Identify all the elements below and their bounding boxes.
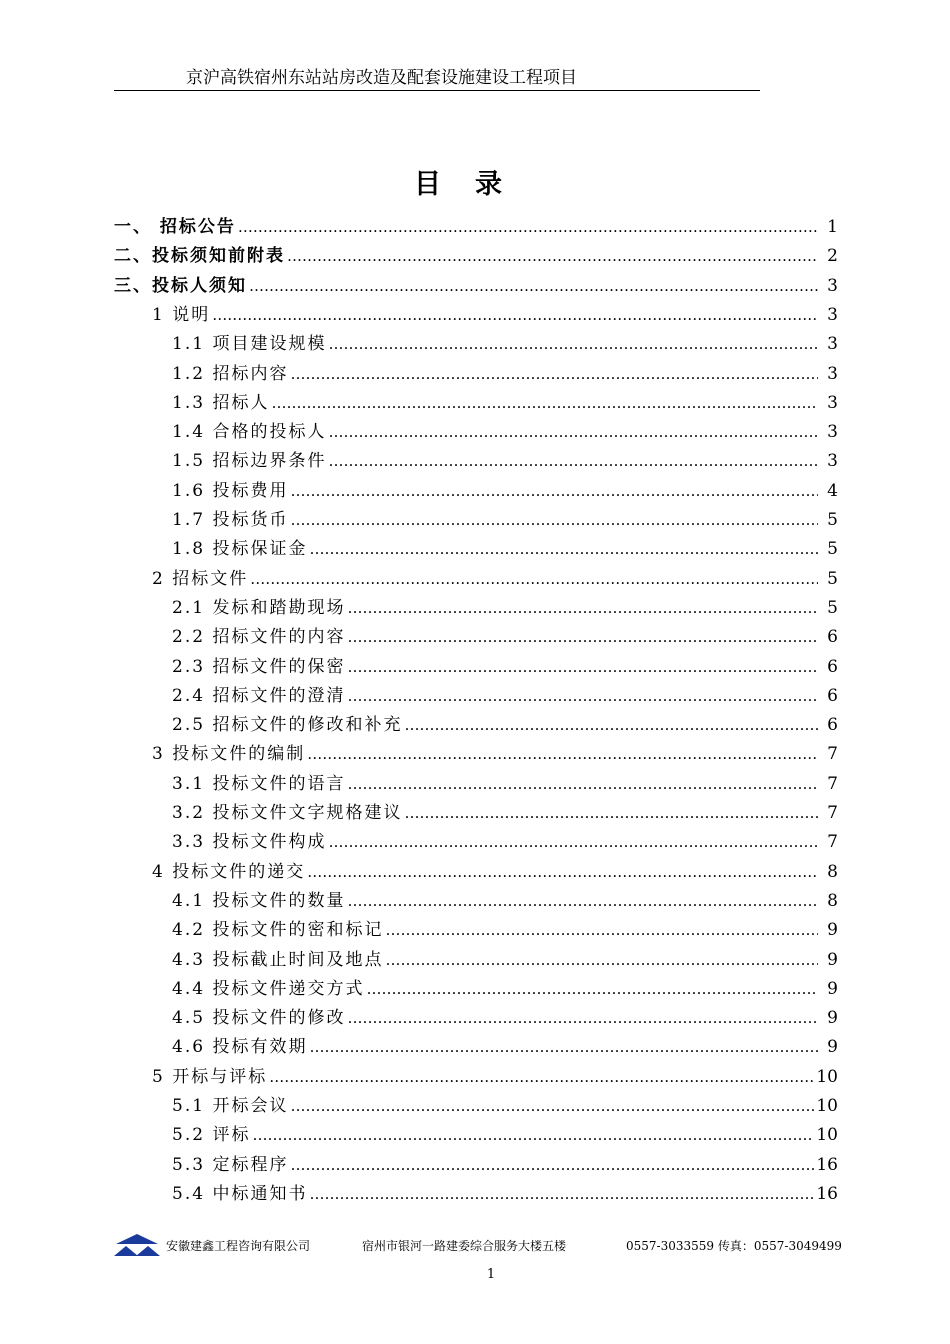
toc-entry-page: 7 [827,773,838,794]
toc-entry[interactable] [172,769,838,799]
toc-entry[interactable] [172,974,838,1004]
toc-leader-dots [309,1032,818,1062]
toc-entry-label: 2.1 发标和踏勘现场 [172,597,346,618]
toc-entry-page: 3 [827,363,838,384]
toc-entry-page: 3 [827,275,838,296]
toc-entry-page: 9 [827,920,838,941]
toc-entry[interactable] [172,915,838,945]
toc-entry-page: 2 [827,246,838,267]
toc-entry[interactable] [172,329,838,359]
toc-entry-page: 7 [827,803,838,823]
toc-entry-page: 3 [827,334,838,355]
toc-entry-label: 1.5 招标边界条件 [172,451,327,472]
toc-entry[interactable] [172,505,838,535]
toc-entry-label: 2.3 招标文件的保密 [172,656,346,677]
toc-leader-dots [347,769,818,799]
toc-entry-page: 5 [827,510,838,530]
toc-entry-page: 3 [827,451,838,472]
toc-entry-label: 三、投标人须知 [114,275,247,296]
toc-entry-page: 7 [827,744,838,765]
toc-entry[interactable] [114,212,838,242]
toc-entry-label: 4 投标文件的递交 [152,861,306,882]
toc-entry-page: 8 [827,890,838,911]
toc-entry[interactable] [172,1091,838,1121]
toc-entry-label: 3.2 投标文件文字规格建议 [172,803,403,823]
toc-entry-page: 3 [827,392,838,413]
toc-entry-page: 6 [827,685,838,706]
toc-entry[interactable] [172,681,838,711]
toc-entry-page: 10 [816,1125,838,1146]
toc-entry-label: 4.6 投标有效期 [172,1037,308,1058]
toc-entry-label: 3.1 投标文件的语言 [172,773,346,794]
toc-entry[interactable] [172,388,838,418]
toc-entry[interactable] [172,886,838,916]
toc-leader-dots [404,710,818,740]
toc-entry-label: 4.3 投标截止时间及地点 [172,949,384,970]
toc-entry-label: 4.4 投标文件递交方式 [172,978,365,999]
toc-entry-label: 1.2 招标内容 [172,363,289,384]
toc-leader-dots [212,300,818,330]
toc-entry[interactable] [152,739,838,769]
toc-entry-page: 1 [827,217,838,237]
toc-entry-label: 4.2 投标文件的密和标记 [172,920,384,941]
toc-entry-page: 5 [827,539,838,560]
toc-entry-label: 5.3 定标程序 [172,1154,289,1175]
toc-entry[interactable] [172,622,838,652]
toc-entry[interactable] [114,271,838,301]
toc-entry-label: 2.5 招标文件的修改和补充 [172,715,403,736]
toc-entry-page: 9 [827,1037,838,1058]
toc-entry-label: 一、 招标公告 [114,217,236,237]
page-header [114,68,760,91]
toc-entry-label: 二、投标须知前附表 [114,246,285,267]
toc-entry[interactable] [152,300,838,330]
toc-entry-page: 3 [827,422,838,443]
toc-entry-label: 5.4 中标通知书 [172,1183,308,1204]
toc-leader-dots [290,476,818,506]
toc-entry-label: 4.5 投标文件的修改 [172,1008,346,1029]
toc-entry-label: 1.1 项目建设规模 [172,334,327,355]
toc-entry[interactable] [172,359,838,389]
toc-entry[interactable] [152,857,838,887]
toc-leader-dots [366,974,818,1004]
toc-entry-label: 5 开标与评标 [152,1066,268,1087]
toc-entry[interactable] [114,241,838,271]
toc-leader-dots [250,564,818,594]
toc-entry-page: 6 [827,656,838,677]
toc-entry-label: 1.4 合格的投标人 [172,422,327,443]
toc-entry[interactable] [172,1179,838,1209]
toc-leader-dots [347,652,818,682]
toc-entry-page: 6 [827,627,838,648]
toc-entry[interactable] [172,446,838,476]
toc-entry-label: 5.2 评标 [172,1125,251,1146]
toc-leader-dots [307,857,818,887]
toc-entry[interactable] [172,1120,838,1150]
toc-leader-dots [271,388,818,418]
footer-address: 宿州市银河一路建委综合服务大楼五楼 [362,1239,567,1253]
toc-entry-label: 1.3 招标人 [172,392,270,413]
toc-entry[interactable] [172,593,838,623]
toc-entry-page: 9 [827,949,838,970]
toc-entry[interactable] [172,1150,838,1180]
toc-leader-dots [290,1091,814,1121]
document-title: 目录 [414,169,536,200]
toc-entry-page: 4 [827,480,838,501]
toc-entry[interactable] [172,945,838,975]
toc-leader-dots [290,505,818,535]
toc-leader-dots [347,886,818,916]
toc-leader-dots [309,534,818,564]
toc-entry-label: 1 说明 [152,304,211,325]
toc-leader-dots [328,417,818,447]
toc-entry[interactable] [152,1062,838,1092]
toc-entry-page: 16 [816,1183,838,1204]
toc-leader-dots [269,1062,814,1092]
toc-leader-dots [252,1120,814,1150]
toc-leader-dots [290,1150,814,1180]
toc-entry-label: 2 招标文件 [152,568,249,589]
toc-leader-dots [328,827,818,857]
toc-entry-page: 9 [827,978,838,999]
toc-entry[interactable] [172,1032,838,1062]
toc-entry[interactable] [172,417,838,447]
toc-leader-dots [347,622,818,652]
toc-leader-dots [385,945,818,975]
toc-entry-page: 5 [827,568,838,589]
footer-company: 安徽建鑫工程咨询有限公司 [166,1239,311,1253]
toc-leader-dots [328,329,818,359]
toc-entry-label: 1.6 投标费用 [172,480,289,501]
page-footer [114,1230,844,1260]
footer-phone: 0557-3033559 传真：0557-3049499 [626,1239,842,1253]
toc-entry-label: 5.1 开标会议 [172,1096,289,1116]
toc-leader-dots [238,212,818,242]
toc-leader-dots [328,446,818,476]
toc-entry-page: 16 [816,1154,838,1175]
toc-entry-label: 2.4 招标文件的澄清 [172,685,346,706]
toc-leader-dots [249,271,818,301]
toc-leader-dots [309,1179,814,1209]
toc-entry[interactable] [172,476,838,506]
toc-entry-page: 3 [827,304,838,325]
toc-leader-dots [347,593,818,623]
toc-entry-page: 5 [827,597,838,618]
toc-leader-dots [347,681,818,711]
toc-leader-dots [287,241,818,271]
toc-leader-dots [307,739,818,769]
toc-entry-page: 6 [827,715,838,736]
toc-entry-label: 1.8 投标保证金 [172,539,308,560]
company-logo-icon [114,1234,160,1256]
toc-entry[interactable] [172,1003,838,1033]
toc-entry-label: 4.1 投标文件的数量 [172,890,346,911]
toc-entry[interactable] [172,534,838,564]
toc-entry-label: 3 投标文件的编制 [152,744,306,765]
toc-leader-dots [404,798,818,828]
toc-entry-label: 2.2 招标文件的内容 [172,627,346,648]
toc-entry[interactable] [172,798,838,828]
toc-entry-page: 10 [816,1096,838,1116]
toc-entry-label: 3.3 投标文件构成 [172,832,327,853]
toc-entry-page: 8 [827,861,838,882]
toc-entry[interactable] [172,652,838,682]
header-title: 京沪高铁宿州东站站房改造及配套设施建设工程项目 [186,68,577,88]
toc-entry-page: 10 [816,1066,838,1087]
toc-entry-label: 1.7 投标货币 [172,510,289,530]
toc-entry[interactable] [172,827,838,857]
toc-entry-page: 9 [827,1008,838,1029]
toc-entry[interactable] [152,564,838,594]
page-number: 1 [486,1267,496,1282]
toc-leader-dots [290,359,818,389]
toc-entry-page: 7 [827,832,838,853]
toc-leader-dots [385,915,818,945]
toc-entry[interactable] [172,710,838,740]
toc-leader-dots [347,1003,818,1033]
